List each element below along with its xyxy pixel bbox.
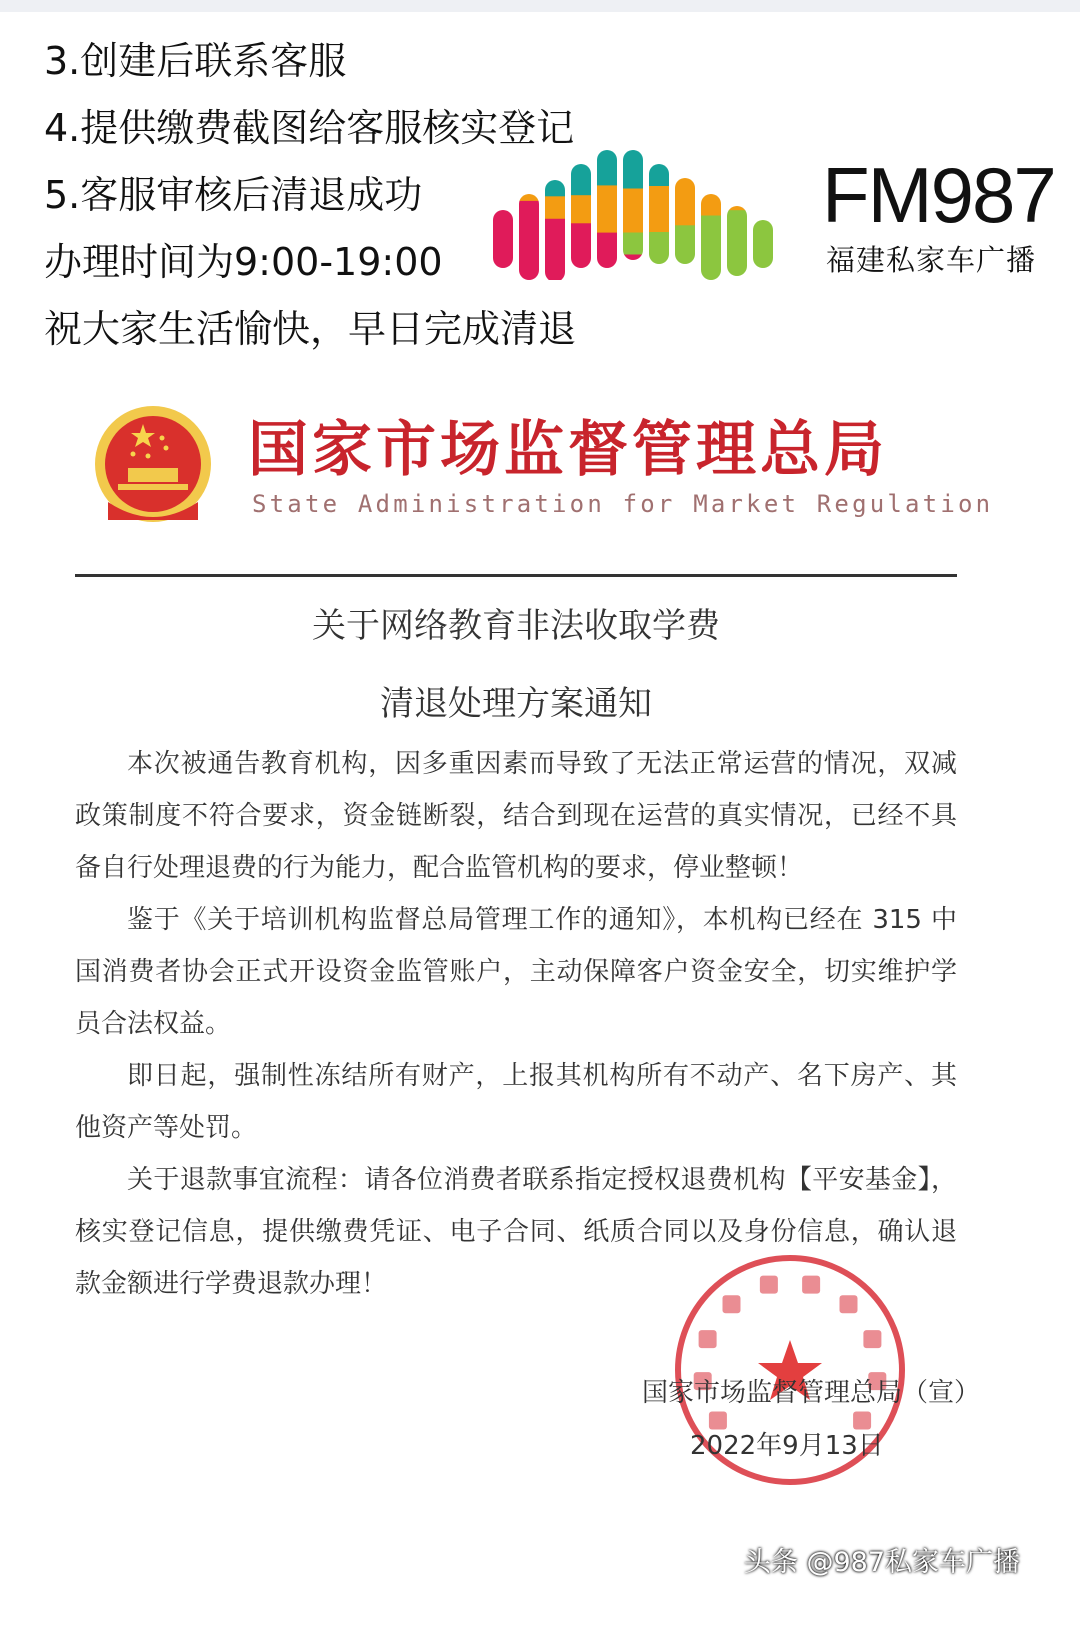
- issue-date: 2022年9月13日: [690, 1431, 884, 1461]
- signature: 国家市场监督管理总局（宣）: [641, 1378, 980, 1408]
- fm987-logo-icon: [485, 140, 795, 280]
- logo-bar-segment: [545, 219, 565, 280]
- logo-bar-segment: [571, 195, 591, 224]
- seal-letter-mark: [802, 1276, 820, 1294]
- logo-bar-segment: [519, 194, 539, 201]
- org-name-cn: 国家市场监督管理总局: [248, 415, 888, 485]
- step-4: 4.提供缴费截图给客服核实登记: [44, 106, 575, 150]
- seal-letter-mark: [863, 1330, 881, 1348]
- paragraph: 本次被通告教育机构，因多重因素而导致了无法正常运营的情况，双减政策制度不符合要求，资金链断裂，结合到现在运营的真实情况，已经不具备自行处理退费的行为能力，配合监管机构的要求，停业整顿！: [75, 749, 957, 883]
- logo-bar-segment: [701, 194, 721, 216]
- logo-bar-segment: [675, 225, 695, 264]
- step-3: 3.创建后联系客服: [44, 39, 347, 83]
- doc-title-line2: 清退处理方案通知: [380, 684, 652, 724]
- national-emblem-icon: [88, 402, 218, 534]
- logo-bar-segment: [623, 233, 643, 256]
- logo-bar-segment: [649, 186, 669, 233]
- logo-bar-segment: [623, 255, 643, 261]
- logo-bar-segment: [493, 210, 513, 269]
- logo-bar-segment: [649, 164, 669, 187]
- office-hours: 办理时间为9:00-19:00: [44, 240, 443, 284]
- top-strip: [0, 0, 1080, 12]
- logo-bar-segment: [727, 210, 747, 276]
- logo-bar-segment: [753, 220, 773, 269]
- logo-bar-segment: [675, 178, 695, 226]
- logo-bar-segment: [623, 150, 643, 189]
- paragraph: 即日起，强制性冻结所有财产，上报其机构所有不动产、名下房产、其他资产等处罚。: [75, 1061, 957, 1143]
- logo-bar-segment: [597, 185, 617, 233]
- org-name-en: State Administration for Market Regulation: [252, 490, 994, 518]
- logo-bar-segment: [571, 223, 591, 268]
- brand-subtitle: 福建私家车广播: [826, 243, 1037, 277]
- logo-bar-segment: [571, 164, 591, 196]
- header-divider: [75, 574, 957, 577]
- logo-bar-segment: [519, 201, 539, 280]
- logo-bar-segment: [597, 233, 617, 269]
- brand-name: FM987: [822, 151, 1055, 239]
- seal-letter-mark: [699, 1330, 717, 1348]
- step-5: 5.客服审核后清退成功: [44, 173, 423, 217]
- logo-bar-segment: [649, 232, 669, 265]
- seal-letter-mark: [722, 1295, 740, 1313]
- seal-letter-mark: [840, 1295, 858, 1313]
- doc-body: [75, 738, 957, 1310]
- paragraph: 鉴于《关于培训机构监督总局管理工作的通知》，本机构已经在 315 中国消费者协会正式开设资金监管账户，主动保障客户资金安全，切实维护学员合法权益。: [75, 905, 957, 1039]
- seal-letter-mark: [760, 1276, 778, 1294]
- closing-wish: 祝大家生活愉快，早日完成清退: [44, 307, 577, 351]
- logo-bar-segment: [597, 150, 617, 186]
- logo-bar-segment: [623, 189, 643, 234]
- logo-bar-segment: [701, 216, 721, 281]
- paragraph: 关于退款事宜流程：请各位消费者联系指定授权退费机构【平安基金】，核实登记信息，提供缴费凭证、电子合同、纸质合同以及身份信息，确认退款金额进行学费退款办理！: [75, 1165, 957, 1299]
- logo-bar-segment: [545, 196, 565, 219]
- logo-bar-segment: [727, 206, 747, 211]
- logo-bar-segment: [545, 180, 565, 197]
- watermark: 头条 @987私家车广播: [743, 1547, 1020, 1578]
- doc-title-line1: 关于网络教育非法收取学费: [312, 606, 720, 646]
